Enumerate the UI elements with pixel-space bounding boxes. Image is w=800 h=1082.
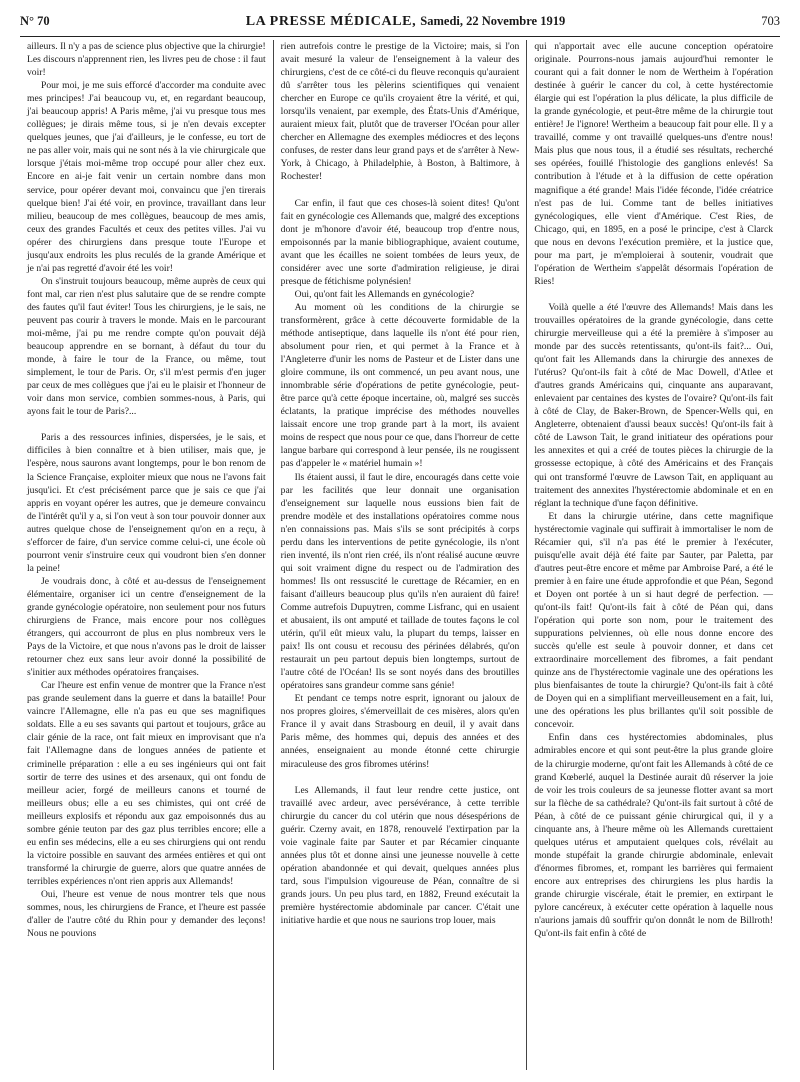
article-columns <box>20 40 780 1070</box>
paragraph: qui n'apportait avec elle aucune conception opératoire originale. Pourrons-nous jamais aujourd'hui remonter le courant qui a fait donner le nom de Wertheim à l'opération destinée à guérir le cancer du col, à cette hystérectomie élargie qui est l'opération la plus délicate, la plus difficile de la grande gynécologie, et peut-être même de la chirurgie tout entière! Je l'ignore! Wertheim a beaucoup fait pour elle. Il y a travaillé, comme y ont travaillé quelques-uns d'entre nous! Mais plus que nous tous, il a étudié ses résultats, recherché ses opérées, fouillé l'histologie des ganglions enlevés! Sa contribution à l'étude et à la diffusion de cette opération magnifique a été grande! Mais l'idée féconde, l'idée créatrice n'est pas de lui. Comme tant de belles initiatives gynécologiques, elle vient d'Amérique. C'est Ries, de Chicago, qui, en 1895, en a posé le principe, c'est à Clarck que nous en devons l'exécution première, et la justice que, pour ma part, je m'emploierai à soutenir, voudrait que l'opération de Wertheim s'appelât désormais l'opération de Ries! <box>534 41 774 287</box>
paragraph: Ils étaient aussi, il faut le dire, encouragés dans cette voie par les facilités que leur donnait une organisation d'enseignement sur laquelle nous eussions bien fait de prendre modèle et des installations opératoires comme nous n'en connaissions pas. Mais s'ils se sont précipités à corps perdu dans les interventions de petite gynécologie, ils n'ont rien inventé, ils n'ont rien créé, ils n'ont réalisé aucune œuvre qui soit vraiment digne du respect ou de l'admiration des hommes! Ils ont ressuscité le curettage de Récamier, en en faisant d'ailleurs beaucoup plus qu'ils n'en auraient dû faire! Comme autrefois Dupuytren, comme Lisfranc, qui en usaient et abusaient, ils ont amputé et taillade de toutes façons le col utérin, qu'il eût mieux valu, la plupart du temps, laisser en paix! Ils ont cousu et recousu des périnées délabrés, qu'on restaurait un peu partout depuis bien longtemps, surtout de l'autre côté de l'Océan! Ils se sont noyés dans des broutilles opératoires sans grandeur comme sans génie! <box>280 471 520 692</box>
paragraph: Pour moi, je me suis efforcé d'accorder ma conduite avec mes principes! J'ai beaucoup vu, et, en regardant beaucoup, j'ai beaucoup appris! A Paris même, j'ai vu presque tous mes collègues; je dirais même tous, si je n'en devais excepter quelques jeunes, que j'ai d'ailleurs, je le confesse, eu tort de ne pas aller voir, mais qui ne sont nés à la vie chirurgicale que lorsque j'étais moi-même trop occupé pour aller chez eux. Encore en ai-je fait venir un certain nombre dans mon service, pour opérer devant moi, convaincu que j'en tirerais quelque bien! J'ai été voir, en province, travaillant dans leur milieu, beaucoup de mes collègues, beaucoup de mes amis, ceux des grandes Facultés et ceux des petites villes. J'ai vu opérer des chirurgiens dans presque toute l'Europe et jusqu'aux endroits les plus reculés de la grande Amérique et je n'ai pas regretté d'avoir été les voir! <box>27 80 266 274</box>
paragraph: On s'instruit toujours beaucoup, même auprès de ceux qui font mal, car rien n'est plus salutaire que de se rendre compte des fautes qu'il faut éviter! Tous les chirurgiens, je le sais, ne peuvent pas courir à travers le monde. Mais en le parcourant moi-même, j'ai pu me rendre compte qu'on pouvait déjà beaucoup apprendre en se bornant, à défaut du tour du monde, à faire le tour de la France, ou même, tout simplement, le tour de Paris. Or, s'il m'est permis d'en juger par ceux de mes collègues que j'ai eu le plaisir et l'honneur de voir dans mon service, combien sommes-nous, à Paris, qui ayons fait le tour de Paris?... <box>27 275 266 418</box>
paragraph: Voilà quelle a été l'œuvre des Allemands! Mais dans les trouvailles opératoires de la grande gynécologie, dans cette chirurgie merveilleuse qui a été la première à s'imposer au monde par des succès retentissants, qu'ont-ils fait?... Oui, qu'ont fait les Allemands dans la chirurgie des annexes de l'utérus? Qu'ont-ils fait à côté de Mac Dowell, d'Atlee et d'autres grands Américains qui, cinquante ans auparavant, enlevaient par centaines des kystes de l'ovaire? Qu'ont-ils fait à côté de Clay, de Baker-Brown, de Spencer-Wells qui, en Angleterre, obtenaient d'aussi beaux succès! Qu'ont-ils fait à côté de Lawson Tait, le grand initiateur des opérations pour les annexites et qui a créé de toutes pièces la chirurgie de la grossesse ectopique, à côté des Américains et des Français qui ont transformé l'œuvre de Lawson Tait, en appliquant au traitement des annexites l'hystérectomie abdominale et en en réglant la technique d'une façon définitive. <box>534 301 774 509</box>
paragraph: Paris a des ressources infinies, dispersées, je le sais, et difficiles à bien connaître et à bien utiliser, mais que, je l'espère, nous saurons avant longtemps, pour le bon renom de la Science Française, exploiter mieux que nous ne l'avons fait jusqu'ici. Et c'est précisément parce que je sais ce que j'ai appris en voyant opérer les autres, que je demeure convaincu de l'intérêt qu'il y a, si l'on veut à son tour pouvoir donner aux autres quelque chose de l'enseignement qu'on en a reçu, à s'efforcer de faire, d'un service comme celui-ci, une école où pourront venir s'instruire ceux qui voudront bien s'en donner la peine! <box>27 432 266 574</box>
text-column-right <box>526 40 780 1070</box>
paragraph: Les Allemands, il faut leur rendre cette justice, ont travaillé avec ardeur, avec persévérance, à cette terrible chirurgie du cancer du col utérin que nous désespérions de guérir. Czerny avait, en 1878, renouvelé l'extirpation par la voie vaginale faite par Sauter et par Récamier cinquante années plus tôt et donne ainsi une jeunesse nouvelle à cette opération abandonnée et qui devait, quelques années plus tard, sous l'impulsion vigoureuse de Péan, connaître de si grands jours. Un peu plus tard, en 1882, Freund exécutait la première hystérectomie abdominale par cancer. C'était une initiative hardie et que nous ne saurions trop louer, mais <box>280 784 520 927</box>
journal-title-line <box>246 14 566 30</box>
text-column-left <box>20 40 273 1070</box>
paragraph: Car enfin, il faut que ces choses-là soient dites! Qu'ont fait en gynécologie ces Allemands que, malgré des exceptions dont je m'honore d'avoir été, beaucoup trop d'entre nous, empoisonnés par la manie bibliographique, avaient coutume, avant que les écailles ne soient tombées de leurs yeux, de considérer avec une sorte d'admiration religieuse, je dirai presque de fétichisme polynésien! <box>280 197 520 287</box>
paragraph: Au moment où les conditions de la chirurgie se transformèrent, grâce à cette découverte formidable de la méthode antiseptique, dans laquelle ils n'ont été pour rien, absolument pour rien, et qui permet à la France et à l'Angleterre d'unir les noms de Pasteur et de Lister dans une gloire commune, ils ont commencé, un peu avant nous, une innombrable série d'opérations de petite gynécologie, peut-être parce qu'à cette époque incertaine, où, malgré ses succès éclatants, la pratique imprécise des méthodes nouvelles laissait encore une trop grande part à la mort, ils avaient moins de respect que nous pour ce que, dans l'horreur de cette langue barbare qui correspond à leur pensée, ils ne rougissent pas d'appeler le « matériel humain »! <box>280 301 520 470</box>
page-number: 703 <box>761 14 780 28</box>
page-header <box>20 14 780 37</box>
paragraph: Oui, l'heure est venue de nous montrer tels que nous sommes, nous, les chirurgiens de France, et l'heure est passée d'aller de l'autre côté du Rhin pour y demander des leçons! Nous ne pouvions <box>27 889 266 940</box>
paragraph: Oui, qu'ont fait les Allemands en gynécologie? <box>294 288 475 300</box>
issue-number: N° 70 <box>20 14 50 28</box>
paragraph: ailleurs. Il n'y a pas de science plus objective que la chirurgie! Les discours n'apprennent rien, les livres peu de chose : il faut voir! <box>27 41 266 79</box>
paragraph: Je voudrais donc, à côté et au-dessus de l'enseignement élémentaire, organiser ici un centre d'enseignement de la grande gynécologie opératoire, non seulement pour nos futurs chirurgiens de France, mais encore pour nos collègues étrangers, qui accourront de plus en plus nombreux vers le Pays de la Victoire, et que nous n'avons pas le droit de laisser retourner chez eux sans leur avoir donné la possibilité de s'initier aux méthodes opératoires françaises. <box>27 575 266 679</box>
paragraph: Car l'heure est enfin venue de montrer que la France n'est pas grande seulement dans la guerre et dans la bataille! Pour vaincre l'Allemagne, elle n'a pas eu que ses magnifiques soldats. Elle a eu ses savants qui partout et toujours, grâce au clair génie de la race, ont fait mieux en improvisant que n'a fait l'Allemagne dans de longues années de patiente et criminelle préparation : elle a eu ses ingénieurs qui ont fait sortir de terre des usines et des arsenaux, qui ont fondu de meilleur acier, forgé de meilleurs canons et tourné de meilleurs obus; elle a eu ses chimistes, qui ont créé de meilleurs explosifs et répondu aux gaz empoisonnés dus au sombre génie teuton par des gaz plus terribles encore; elle a eu enfin ses médecins, elle a eu ses chirurgiens qui ont rendu la victoire possible en sauvant des armées entières et qui ont transformé la chirurgie de guerre, alors que quatre années de terribles expériences n'ont rien appris aux Allemands! <box>27 680 266 887</box>
paragraph: Et pendant ce temps notre esprit, ignorant ou jaloux de nos propres gloires, s'émerveillait de ces misères, alors qu'en France il y avait dans Strasbourg en deuil, il y avait dans Paris même, des hommes qui, depuis des années et des années, enseignaient au monde étonné cette chirurgie miraculeuse des gros fibromes utérins! <box>280 693 520 770</box>
paragraph: Enfin dans ces hystérectomies abdominales, plus admirables encore et qui sont peut-être la plus grande gloire de la chirurgie moderne, qu'ont fait les Allemands à côté de ce grand Kœberlé, auquel la Destinée aurait dû réserver la joie de voir les trois couleurs de sa jeunesse flotter avant sa mort sur la flèche de sa cathédrale? Qu'ont-ils fait surtout à côté de Péan, à côté de ce puissant génie chirurgical qui, il y a cinquante ans, à l'heure même où les Allemands curettaient quelques utérus et amputaient quelques cols, révélait au monde stupéfait la grande chirurgie abdominale, enlevait d'énormes fibromes, et, rompant les barrières qui fermaient encore aux entreprises des chirurgiens les plus hardis la grande chirurgie viscérale, était le premier, en extirpant le pylore cancéreux, à exécuter cette opération à laquelle nous n'aurions jamais dû souffrir qu'on donnât le nom de Billroth! Qu'ont-ils fait enfin à côté de <box>534 732 774 940</box>
text-column-middle <box>273 40 527 1070</box>
dateline: Samedi, 22 Novembre 1919 <box>420 14 566 28</box>
journal-title: LA PRESSE MÉDICALE, <box>245 14 417 29</box>
paragraph: Et dans la chirurgie utérine, dans cette magnifique hystérectomie vaginale qui suffirait à immortaliser le nom de Récamier qui, s'il n'a pas été le premier à l'exécuter, puisqu'elle avait déjà été faite par Sauter, par Paletta, par d'autres peut-être encore et même par Ambroise Paré, a été le premier à en faire une étude approfondie et que Péan, Segond et Doyen ont portée à un si haut degré de perfection. — qu'ont-ils fait! Qu'ont-ils fait à côté de Péan qui, dans l'opération qui porte son nom, pour le traitement des suppurations pelviennes, où elle nous donne encore des succès qu'elle est seule à pouvoir donner, et dans cet extraordinaire morcellement des fibromes, a fait pendant quinze ans de l'hystérectomie vaginale une des opérations les plus bienfaisantes de toute la chirurgie? Qu'ont-ils fait à côté de Doyen qui en a simplifiant merveilleusement en a fait, lui, une des opérations les plus brillantes qu'il soit possible de concevoir. <box>534 510 774 731</box>
paragraph: rien autrefois contre le prestige de la Victoire; mais, si l'on avait mesuré la valeur de l'enseignement à la valeur des chirurgiens, c'est de ce côté-ci du fleuve reconquis qu'auraient dû s'arrêter tous les pèlerins scientifiques qui venaient chercher en Europe ce qu'ils croyaient être la vérité, et qui, lorsqu'ils venaient, par exemple, des États-Unis d'Amérique, auraient mieux fait, plutôt que de traverser l'Océan pour aller chercher en Allemagne des exemples médiocres et des leçons confuses, de rester dans leur grand pays et de s'arrêter à New-York, à Chicago, à Philadelphie, à Boston, à Baltimore, à Rochester! <box>280 41 520 183</box>
